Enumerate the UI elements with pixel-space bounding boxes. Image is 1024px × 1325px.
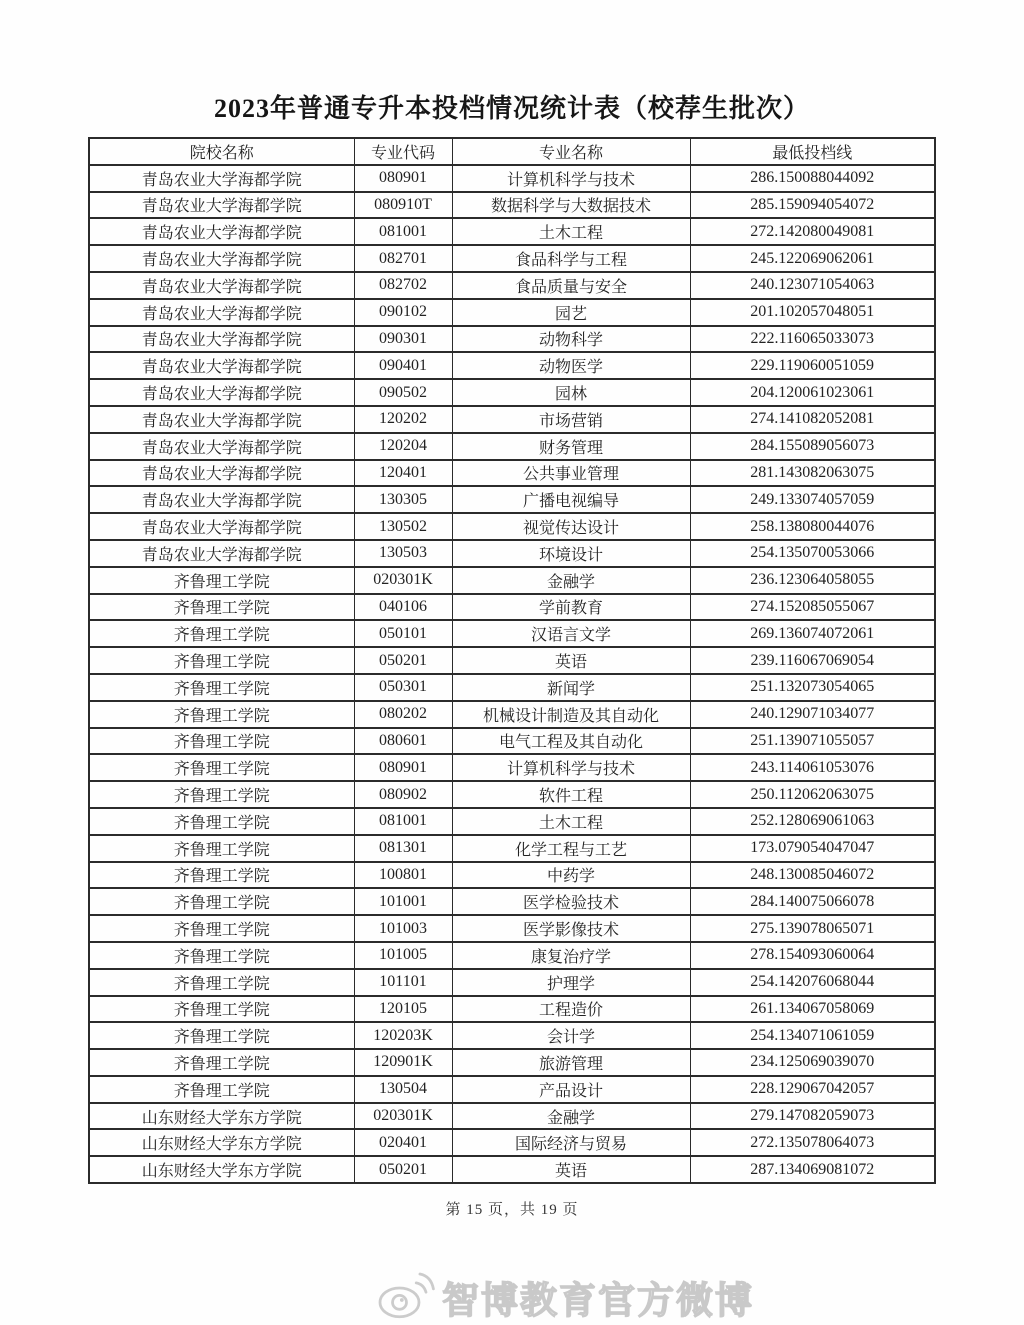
header-major-code: 专业代码 [354, 138, 452, 165]
cell-major-name: 广播电视编导 [452, 486, 690, 513]
cell-institution: 齐鲁理工学院 [89, 835, 354, 862]
weibo-icon [376, 1268, 436, 1325]
cell-major-name: 土木工程 [452, 808, 690, 835]
table-row [89, 862, 935, 889]
cell-major-name: 食品科学与工程 [452, 245, 690, 272]
cell-min-score: 248.130085046072 [690, 862, 935, 889]
cell-min-score: 249.133074057059 [690, 486, 935, 513]
table-body [89, 165, 935, 1183]
cell-major-code: 130503 [354, 540, 452, 567]
cell-major-code: 080901 [354, 165, 452, 192]
cell-min-score: 222.116065033073 [690, 326, 935, 353]
cell-institution: 齐鲁理工学院 [89, 996, 354, 1023]
cell-major-code: 080901 [354, 754, 452, 781]
table-row [89, 781, 935, 808]
table-row [89, 1103, 935, 1130]
cell-min-score: 281.143082063075 [690, 460, 935, 487]
cell-major-name: 康复治疗学 [452, 942, 690, 969]
table-header-row [89, 138, 935, 165]
cell-major-name: 园林 [452, 379, 690, 406]
cell-min-score: 287.134069081072 [690, 1156, 935, 1183]
table-row [89, 406, 935, 433]
cell-min-score: 261.134067058069 [690, 996, 935, 1023]
table-row [89, 620, 935, 647]
table-row [89, 299, 935, 326]
cell-institution: 青岛农业大学海都学院 [89, 486, 354, 513]
cell-major-name: 公共事业管理 [452, 460, 690, 487]
cell-min-score: 240.123071054063 [690, 272, 935, 299]
cell-major-name: 金融学 [452, 567, 690, 594]
cell-institution: 青岛农业大学海都学院 [89, 433, 354, 460]
cell-major-code: 040106 [354, 594, 452, 621]
table-row [89, 540, 935, 567]
cell-major-code: 120105 [354, 996, 452, 1023]
cell-min-score: 258.138080044076 [690, 513, 935, 540]
cell-major-code: 050101 [354, 620, 452, 647]
cell-major-name: 新闻学 [452, 674, 690, 701]
cell-major-name: 英语 [452, 1156, 690, 1183]
cell-institution: 山东财经大学东方学院 [89, 1156, 354, 1183]
cell-min-score: 279.147082059073 [690, 1103, 935, 1130]
table-row [89, 808, 935, 835]
table-row [89, 1022, 935, 1049]
cell-major-code: 100801 [354, 862, 452, 889]
cell-institution: 齐鲁理工学院 [89, 808, 354, 835]
cell-min-score: 201.102057048051 [690, 299, 935, 326]
cell-institution: 齐鲁理工学院 [89, 728, 354, 755]
cell-institution: 青岛农业大学海都学院 [89, 406, 354, 433]
cell-major-name: 机械设计制造及其自动化 [452, 701, 690, 728]
cell-major-code: 082702 [354, 272, 452, 299]
table-row [89, 379, 935, 406]
cell-institution: 齐鲁理工学院 [89, 647, 354, 674]
cell-institution: 青岛农业大学海都学院 [89, 352, 354, 379]
cell-institution: 青岛农业大学海都学院 [89, 326, 354, 353]
cell-min-score: 274.141082052081 [690, 406, 935, 433]
table-row [89, 996, 935, 1023]
cell-major-code: 120401 [354, 460, 452, 487]
cell-major-name: 金融学 [452, 1103, 690, 1130]
header-min-score: 最低投档线 [690, 138, 935, 165]
cell-major-code: 130502 [354, 513, 452, 540]
cell-institution: 齐鲁理工学院 [89, 888, 354, 915]
page-number: 第 15 页，共 19 页 [445, 1202, 579, 1219]
cell-major-name: 会计学 [452, 1022, 690, 1049]
cell-major-code: 080910T [354, 192, 452, 219]
cell-major-name: 园艺 [452, 299, 690, 326]
cell-institution: 齐鲁理工学院 [89, 942, 354, 969]
cell-institution: 齐鲁理工学院 [89, 620, 354, 647]
table-row [89, 352, 935, 379]
cell-min-score: 272.142080049081 [690, 218, 935, 245]
table-row [89, 969, 935, 996]
table-row [89, 674, 935, 701]
cell-institution: 青岛农业大学海都学院 [89, 245, 354, 272]
cell-min-score: 286.150088044092 [690, 165, 935, 192]
table-row [89, 1076, 935, 1103]
cell-major-code: 081001 [354, 808, 452, 835]
cell-major-code: 050201 [354, 1156, 452, 1183]
cell-major-name: 数据科学与大数据技术 [452, 192, 690, 219]
cell-major-name: 英语 [452, 647, 690, 674]
cell-major-name: 汉语言文学 [452, 620, 690, 647]
cell-major-name: 动物科学 [452, 326, 690, 353]
cell-major-name: 计算机科学与技术 [452, 165, 690, 192]
cell-major-code: 101101 [354, 969, 452, 996]
table-row [89, 165, 935, 192]
cell-institution: 齐鲁理工学院 [89, 915, 354, 942]
cell-major-code: 120901K [354, 1049, 452, 1076]
cell-major-code: 090301 [354, 326, 452, 353]
table-row [89, 754, 935, 781]
cell-major-name: 医学检验技术 [452, 888, 690, 915]
cell-institution: 青岛农业大学海都学院 [89, 299, 354, 326]
cell-major-code: 130504 [354, 1076, 452, 1103]
cell-major-name: 食品质量与安全 [452, 272, 690, 299]
table-row [89, 1049, 935, 1076]
header-institution: 院校名称 [89, 138, 354, 165]
table-row [89, 513, 935, 540]
cell-major-name: 化学工程与工艺 [452, 835, 690, 862]
cell-institution: 齐鲁理工学院 [89, 1076, 354, 1103]
cell-min-score: 236.123064058055 [690, 567, 935, 594]
cell-min-score: 285.159094054072 [690, 192, 935, 219]
cell-major-code: 120202 [354, 406, 452, 433]
watermark-text: 智博教育官方微博 [442, 1279, 754, 1321]
cell-institution: 齐鲁理工学院 [89, 1049, 354, 1076]
cell-major-name: 中药学 [452, 862, 690, 889]
document-title: 2023年普通专升本投档情况统计表（校荐生批次） [213, 94, 810, 123]
cell-major-code: 090401 [354, 352, 452, 379]
cell-institution: 青岛农业大学海都学院 [89, 218, 354, 245]
table-row [89, 486, 935, 513]
cell-major-code: 081301 [354, 835, 452, 862]
cell-major-name: 学前教育 [452, 594, 690, 621]
watermark [376, 1268, 754, 1325]
cell-min-score: 251.139071055057 [690, 728, 935, 755]
cell-min-score: 243.114061053076 [690, 754, 935, 781]
cell-min-score: 254.135070053066 [690, 540, 935, 567]
cell-major-code: 020301K [354, 567, 452, 594]
cell-institution: 齐鲁理工学院 [89, 701, 354, 728]
table-row [89, 1156, 935, 1183]
cell-major-name: 电气工程及其自动化 [452, 728, 690, 755]
cell-min-score: 272.135078064073 [690, 1129, 935, 1156]
cell-min-score: 204.120061023061 [690, 379, 935, 406]
cell-institution: 齐鲁理工学院 [89, 754, 354, 781]
cell-major-code: 130305 [354, 486, 452, 513]
table-row [89, 701, 935, 728]
cell-major-name: 国际经济与贸易 [452, 1129, 690, 1156]
table-row [89, 915, 935, 942]
table-row [89, 1129, 935, 1156]
cell-institution: 齐鲁理工学院 [89, 969, 354, 996]
cell-major-code: 090502 [354, 379, 452, 406]
cell-institution: 齐鲁理工学院 [89, 594, 354, 621]
cell-min-score: 274.152085055067 [690, 594, 935, 621]
cell-major-code: 101003 [354, 915, 452, 942]
table-row [89, 567, 935, 594]
cell-min-score: 240.129071034077 [690, 701, 935, 728]
cell-major-name: 土木工程 [452, 218, 690, 245]
cell-min-score: 245.122069062061 [690, 245, 935, 272]
cell-min-score: 229.119060051059 [690, 352, 935, 379]
cell-major-name: 财务管理 [452, 433, 690, 460]
cell-major-name: 旅游管理 [452, 1049, 690, 1076]
cell-institution: 青岛农业大学海都学院 [89, 379, 354, 406]
table-row [89, 245, 935, 272]
cell-institution: 青岛农业大学海都学院 [89, 272, 354, 299]
cell-institution: 青岛农业大学海都学院 [89, 460, 354, 487]
cell-major-code: 020401 [354, 1129, 452, 1156]
cell-major-name: 医学影像技术 [452, 915, 690, 942]
cell-major-code: 080601 [354, 728, 452, 755]
table-row [89, 433, 935, 460]
cell-min-score: 250.112062063075 [690, 781, 935, 808]
header-major-name: 专业名称 [452, 138, 690, 165]
cell-major-name: 软件工程 [452, 781, 690, 808]
admission-table [88, 137, 936, 1184]
cell-major-code: 101001 [354, 888, 452, 915]
cell-min-score: 252.128069061063 [690, 808, 935, 835]
cell-institution: 山东财经大学东方学院 [89, 1129, 354, 1156]
cell-min-score: 234.125069039070 [690, 1049, 935, 1076]
cell-major-name: 视觉传达设计 [452, 513, 690, 540]
cell-institution: 齐鲁理工学院 [89, 781, 354, 808]
cell-min-score: 275.139078065071 [690, 915, 935, 942]
cell-min-score: 284.155089056073 [690, 433, 935, 460]
cell-major-name: 护理学 [452, 969, 690, 996]
cell-major-name: 工程造价 [452, 996, 690, 1023]
cell-major-code: 101005 [354, 942, 452, 969]
cell-min-score: 269.136074072061 [690, 620, 935, 647]
cell-min-score: 278.154093060064 [690, 942, 935, 969]
table-row [89, 942, 935, 969]
table-row [89, 888, 935, 915]
cell-institution: 青岛农业大学海都学院 [89, 540, 354, 567]
cell-institution: 齐鲁理工学院 [89, 1022, 354, 1049]
table-row [89, 647, 935, 674]
cell-min-score: 254.142076068044 [690, 969, 935, 996]
cell-major-code: 081001 [354, 218, 452, 245]
cell-min-score: 251.132073054065 [690, 674, 935, 701]
table-row [89, 218, 935, 245]
table-row [89, 835, 935, 862]
cell-major-code: 050201 [354, 647, 452, 674]
cell-institution: 青岛农业大学海都学院 [89, 513, 354, 540]
cell-major-code: 020301K [354, 1103, 452, 1130]
table-row [89, 594, 935, 621]
cell-major-code: 082701 [354, 245, 452, 272]
table-row [89, 460, 935, 487]
cell-min-score: 228.129067042057 [690, 1076, 935, 1103]
cell-major-name: 产品设计 [452, 1076, 690, 1103]
cell-institution: 齐鲁理工学院 [89, 862, 354, 889]
table-row [89, 728, 935, 755]
table-row [89, 192, 935, 219]
cell-institution: 青岛农业大学海都学院 [89, 192, 354, 219]
cell-major-code: 050301 [354, 674, 452, 701]
cell-institution: 山东财经大学东方学院 [89, 1103, 354, 1130]
cell-major-code: 120204 [354, 433, 452, 460]
cell-min-score: 173.079054047047 [690, 835, 935, 862]
cell-min-score: 284.140075066078 [690, 888, 935, 915]
cell-major-name: 动物医学 [452, 352, 690, 379]
cell-institution: 青岛农业大学海都学院 [89, 165, 354, 192]
cell-major-code: 080902 [354, 781, 452, 808]
cell-institution: 齐鲁理工学院 [89, 674, 354, 701]
cell-major-name: 市场营销 [452, 406, 690, 433]
cell-min-score: 254.134071061059 [690, 1022, 935, 1049]
table-row [89, 326, 935, 353]
cell-major-code: 120203K [354, 1022, 452, 1049]
cell-major-name: 计算机科学与技术 [452, 754, 690, 781]
cell-major-name: 环境设计 [452, 540, 690, 567]
cell-institution: 齐鲁理工学院 [89, 567, 354, 594]
cell-major-code: 090102 [354, 299, 452, 326]
cell-major-code: 080202 [354, 701, 452, 728]
cell-min-score: 239.116067069054 [690, 647, 935, 674]
table-row [89, 272, 935, 299]
